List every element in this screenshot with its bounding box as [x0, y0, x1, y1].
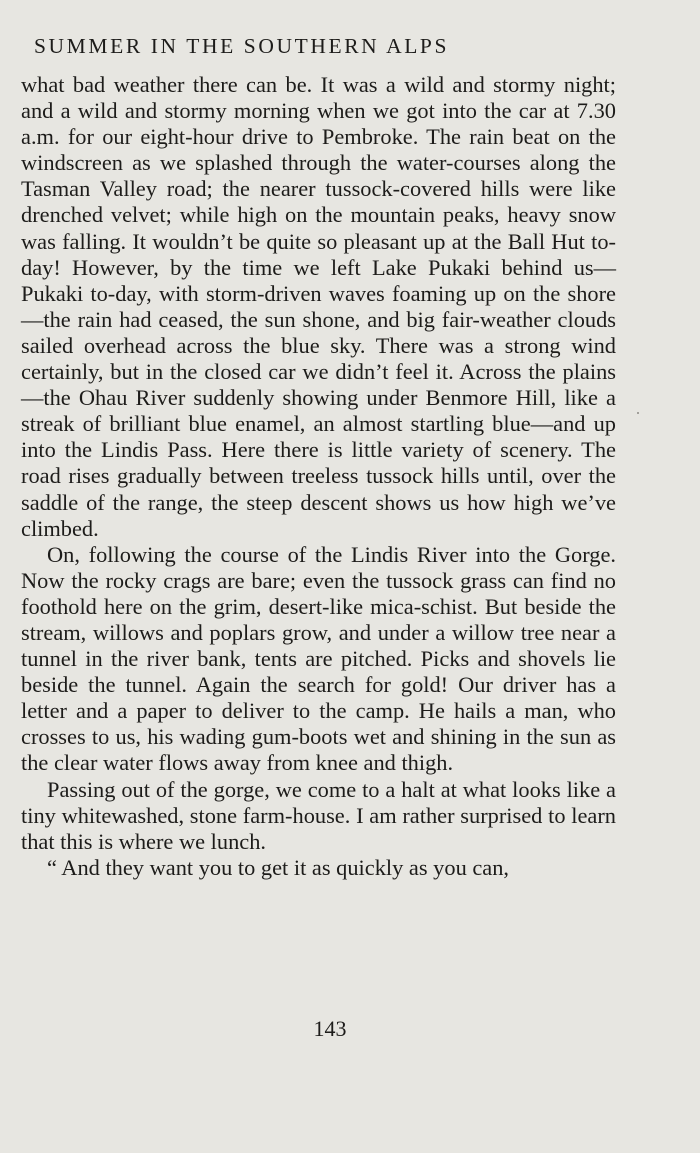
paragraph-dialogue: “ And they want you to get it as quickly as you can,: [47, 854, 510, 880]
paragraph-farm-house: Passing out of the gorge, we come to a halt at what looks like a tiny whitewashed, stone farm-house. I am rather surprised to learn that this is where we lunch.: [21, 776, 616, 854]
paragraph-lindis-gorge: On, following the course of the Lindis River into the Gorge. Now the rocky crags are bare; even the tussock grass can find no foothold here on the grim, desert-like mica-schist. But beside the stream, willows and poplars grow, and under a willow tree near a tunnel in the river bank, tents are pitched. Picks and shovels lie beside the tunnel. Again the search for gold! Our driver has a letter and a paper to deliver to the camp. He hails a man, who crosses to us, his wading gum-boots wet and shining in the sun as the clear water flows away from knee and thigh.: [21, 541, 616, 776]
body-text: [21, 72, 616, 881]
running-head: SUMMER IN THE SOUTHERN ALPS: [34, 34, 450, 58]
page-number: 143: [313, 1016, 347, 1041]
paragraph-continued: what bad weather there can be. It was a wild and stormy night; and a wild and stormy morning when we got into the car at 7.30 a.m. for our eight-hour drive to Pembroke. The rain beat on the windscreen as we splashed through the water-courses along the Tasman Valley road; the nearer tussock-covered hills were like drenched velvet; while high on the mountain peaks, heavy snow was falling. It wouldn’t be quite so pleasant up at the Ball Hut to-day! However, by the time we left Lake Pukaki behind us—Pukaki to-day, with storm-driven waves foaming up on the shore—the rain had ceased, the sun shone, and big fair-weather clouds sailed overhead across the blue sky. There was a strong wind certainly, but in the closed car we didn’t feel it. Across the plains—the Ohau River suddenly showing under Benmore Hill, like a streak of brilliant blue enamel, an almost startling blue—and up into the Lindis Pass. Here there is little variety of scenery. The road rises gradually between treeless tussock hills until, over the saddle of the range, the steep descent shows us how high we’ve climbed.: [21, 72, 616, 541]
paper-speck: [637, 412, 639, 414]
